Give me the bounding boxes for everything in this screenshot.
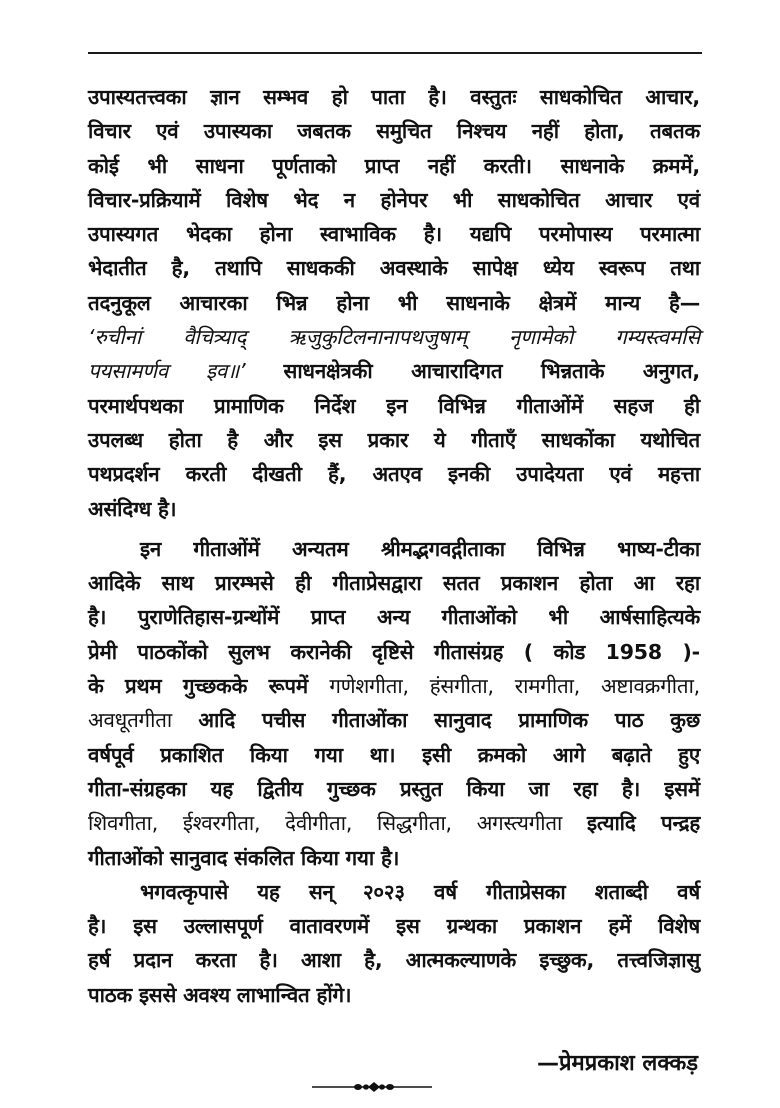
text-segment: कोई भी साधना पूर्णताको प्राप्त नहीं करती। साधनाके क्रममें, [88, 153, 700, 178]
text-line [88, 875, 700, 909]
text-segment: तदनुकूल आचारका भिन्न होना भी साधनाके क्षेत्रमें मान्य है— [88, 290, 700, 315]
text-segment: गीता-संग्रहका यह द्वितीय गुच्छक प्रस्तुत किया जा रहा है। इसमें [88, 776, 700, 801]
text-segment: विचार एवं उपास्यका जबतक समुचित निश्चय नहीं होता, तबतक [88, 119, 700, 144]
gita-names: गणेशगीता, हंसगीता, रामगीता, अष्टावक्रगीता, [329, 674, 700, 699]
text-segment: उपलब्ध होता है और इस प्रकार ये गीताएँ साधकोंका यथोचित [88, 427, 700, 452]
text-line [88, 532, 700, 566]
top-rule [88, 52, 702, 54]
text-segment: हर्ष प्रदान करता है। आशा है, आत्मकल्याणके इच्छुक, तत्त्वजिज्ञासु [88, 948, 700, 973]
text-line [88, 703, 700, 737]
text-line [88, 114, 700, 148]
text-line [88, 389, 700, 423]
text-line [88, 841, 700, 875]
text-line [88, 217, 700, 251]
text-line [88, 738, 700, 772]
text-segment: उपास्यतत्त्वका ज्ञान सम्भव हो पाता है। वस्तुतः साधकोचित आचार, [88, 85, 700, 109]
text-segment: वर्षपूर्व प्रकाशित किया गया था। इसी क्रमको आगे बढ़ाते हुए [88, 742, 700, 767]
text-line [88, 149, 700, 183]
text-line [88, 806, 700, 840]
text-segment: आदिके साथ प्रारम्भसे ही गीताप्रेसद्वारा सतत प्रकाशन होता आ रहा [88, 571, 700, 596]
text-line [88, 251, 700, 285]
text-segment: उपास्यगत भेदका होना स्वाभाविक है। यद्यपि परमोपास्य परमात्मा [88, 222, 700, 247]
text-line [88, 457, 700, 491]
text-line [88, 600, 700, 634]
text-segment: है। पुराणेतिहास-ग्रन्थोंमें प्राप्त अन्य गीताओंको भी आर्षसाहित्यके [88, 605, 700, 630]
sanskrit-quote: ‘रुचीनां वैचित्र्याद् ऋजुकुटिलनानापथजुषाम् नृणामेको गम्यस्त्वमसि [88, 325, 700, 350]
text-segment: इन गीताओंमें अन्यतम श्रीमद्भगवद्गीताका विभिन्न भाष्य-टीका [140, 536, 700, 561]
text-segment: पाठक इससे अवश्य लाभान्वित होंगे। [88, 982, 352, 1007]
text-line [88, 320, 700, 354]
gita-names: शिवगीता, ईश्वरगीता, देवीगीता, सिद्धगीता, अगस्त्यगीता [88, 811, 587, 836]
paragraph [88, 532, 700, 875]
text-line [88, 635, 700, 669]
text-segment: गीताओंको सानुवाद संकलित किया गया है। [88, 845, 400, 870]
text-segment: भगवत्कृपासे यह सन् २०२३ वर्ष गीताप्रेसका शताब्दी वर्ष [140, 879, 700, 904]
body-text [88, 80, 700, 1012]
text-segment: प्रेमी पाठकोंको सुलभ करानेकी दृष्टिसे गीतासंग्रह ( कोड 1958 )- [88, 639, 700, 664]
text-line [88, 669, 700, 703]
text-line [88, 354, 700, 388]
text-line [88, 183, 700, 217]
gita-names: अवधूतगीता [88, 708, 199, 733]
text-segment: पथप्रदर्शन करती दीखती हैं, अतएव इनकी उपादेयता एवं महत्ता [88, 462, 700, 487]
text-line [88, 909, 700, 943]
text-segment: आदि पचीस गीताओंका सानुवाद प्रामाणिक पाठ कुछ [198, 708, 700, 733]
text-segment: असंदिग्ध है। [88, 496, 177, 521]
ornament-divider-icon [312, 1081, 432, 1093]
sanskrit-quote: पयसामर्णव इव॥’ [88, 359, 284, 384]
text-line [88, 286, 700, 320]
text-segment: भेदातीत है, तथापि साधककी अवस्थाके सापेक्ष ध्येय स्वरूप तथा [88, 256, 700, 281]
text-segment: के प्रथम गुच्छकके रूपमें [88, 674, 330, 699]
text-line [88, 566, 700, 600]
text-line [88, 943, 700, 977]
paragraph [88, 80, 700, 526]
text-line [88, 80, 700, 114]
paragraph [88, 875, 700, 1012]
text-line [88, 772, 700, 806]
text-line [88, 978, 700, 1012]
text-segment: इत्यादि पन्द्रह [587, 811, 701, 836]
text-segment: साधनक्षेत्रकी आचारादिगत भिन्नताके अनुगत, [283, 359, 700, 384]
text-segment: परमार्थपथका प्रामाणिक निर्देश इन विभिन्न गीताओंमें सहज ही [88, 393, 700, 418]
author-signature: —प्रेमप्रकाश लक्कड़ [537, 1051, 698, 1076]
text-line [88, 492, 700, 526]
text-segment: है। इस उल्लासपूर्ण वातावरणमें इस ग्रन्थका प्रकाशन हमें विशेष [88, 914, 700, 939]
text-segment: विचार-प्रक्रियामें विशेष भेद न होनेपर भी साधकोचित आचार एवं [88, 187, 700, 212]
text-line [88, 423, 700, 457]
